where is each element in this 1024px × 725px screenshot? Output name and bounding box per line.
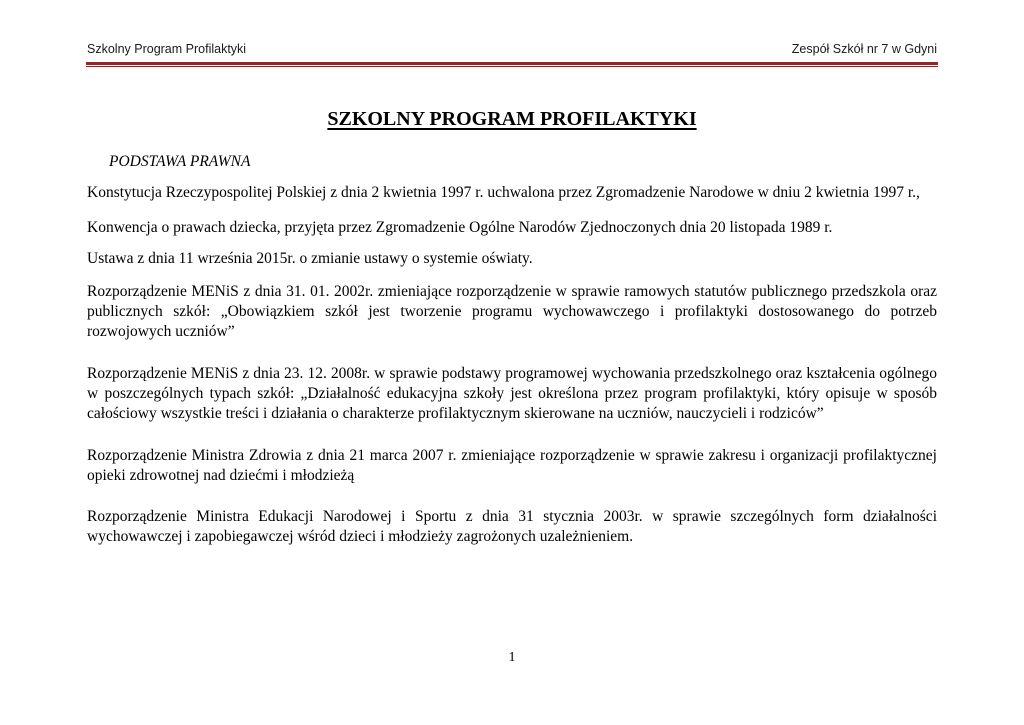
- header-right-text: Zespół Szkół nr 7 w Gdyni: [791, 42, 937, 56]
- paragraph: Konstytucja Rzeczypospolitej Polskiej z dnia 2 kwietnia 1997 r. uchwalona przez Zgromadzenie Narodowe w dniu 2 kwietnia 1997 r.,: [87, 184, 920, 201]
- section-heading: PODSTAWA PRAWNA: [109, 153, 251, 170]
- header-divider: [86, 62, 938, 67]
- header-divider-thin: [86, 66, 938, 67]
- document-body: [87, 104, 937, 547]
- header-left-text: Szkolny Program Profilaktyki: [87, 42, 247, 56]
- paragraph: Rozporządzenie Ministra Edukacji Narodowej i Sportu z dnia 31 stycznia 2003r. w sprawie szczególnych form działalności wychowawczej i zapobiegawczej wśród dzieci i młodzieży zagrożonych uzależnieniem.: [87, 508, 937, 545]
- paragraph: Ustawa z dnia 11 września 2015r. o zmianie ustawy o systemie oświaty.: [87, 250, 533, 267]
- paragraph: Rozporządzenie MENiS z dnia 23. 12. 2008r. w sprawie podstawy programowej wychowania przedszkolnego oraz kształcenia ogólnego w poszczególnych typach szkół: „Działalność edukacyjna szkoły jest określona przez program profilaktyki, który opisuje w sposób całościowy wszystkie treści i działania o charakterze profilaktycznym skierowane na uczniów, nauczycieli i rodziców”: [87, 365, 937, 422]
- paragraph: Konwencja o prawach dziecka, przyjęta przez Zgromadzenie Ogólne Narodów Zjednoczonych dnia 20 listopada 1989 r.: [87, 219, 833, 236]
- page-header: [87, 42, 937, 62]
- page-number: 1: [508, 650, 516, 665]
- document-title: SZKOLNY PROGRAM PROFILAKTYKI: [327, 108, 697, 130]
- header-divider-thick: [86, 62, 938, 65]
- paragraph: Rozporządzenie Ministra Zdrowia z dnia 21 marca 2007 r. zmieniające rozporządzenie w sprawie zakresu i organizacji profilaktycznej opieki zdrowotnej nad dziećmi i młodzieżą: [87, 447, 937, 484]
- paragraph: Rozporządzenie MENiS z dnia 31. 01. 2002r. zmieniające rozporządzenie w sprawie ramowych statutów publicznego przedszkola oraz publicznych szkół: „Obowiązkiem szkół jest tworzenie programu wychowawczego i profilaktyki dostosowanego do potrzeb rozwojowych uczniów”: [87, 283, 937, 340]
